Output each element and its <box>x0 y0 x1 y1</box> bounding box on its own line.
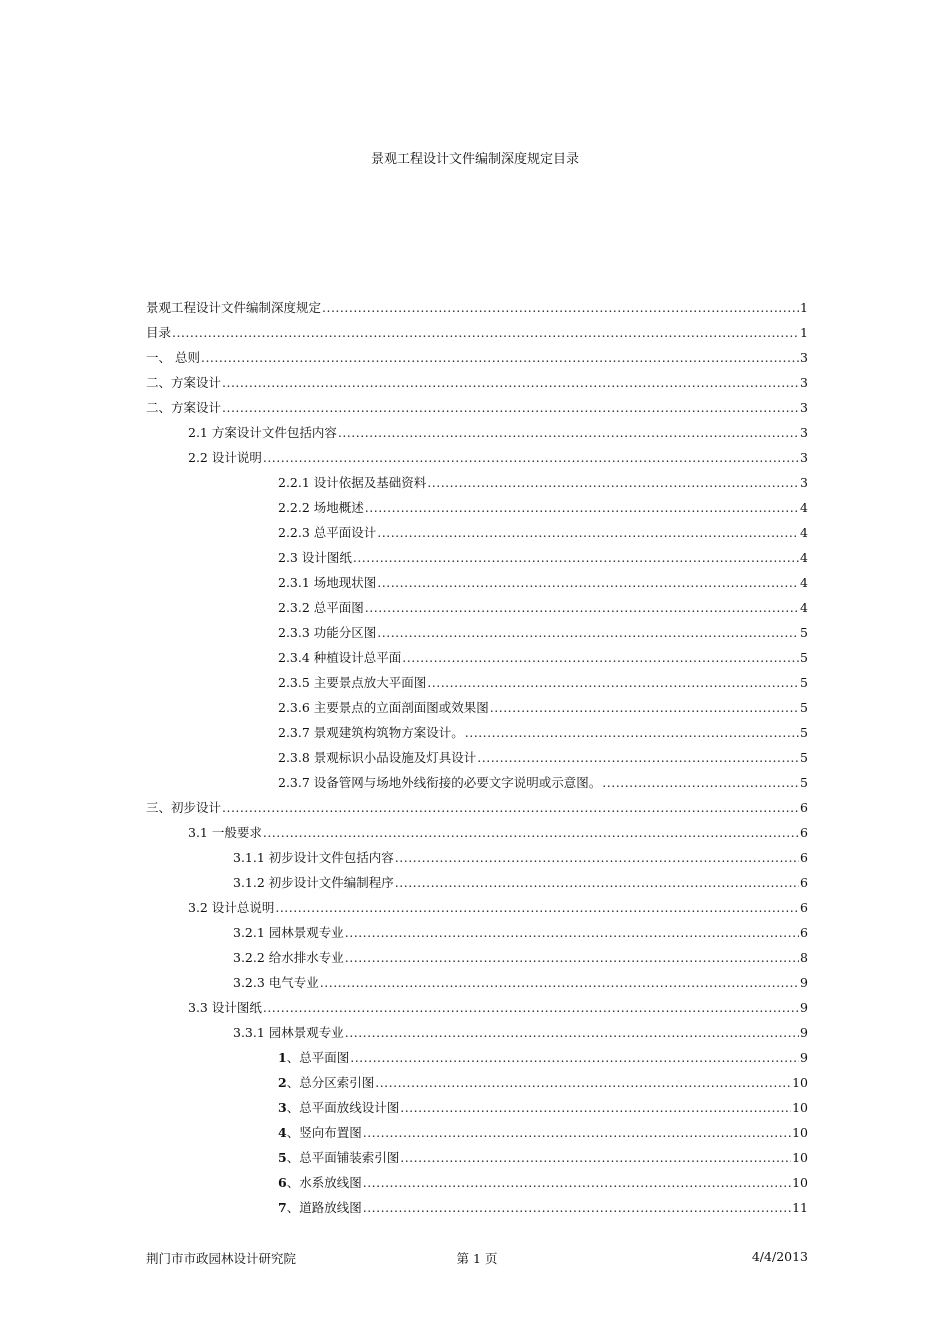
toc-entry-page-number: 10 <box>792 1175 808 1190</box>
toc-entry-label <box>278 1100 399 1116</box>
toc-dot-leader <box>222 800 799 816</box>
toc-entry[interactable] <box>146 850 808 875</box>
toc-dot-leader <box>602 775 799 791</box>
toc-entry-label <box>188 425 337 441</box>
toc-entry-number: 7 <box>278 1200 287 1215</box>
toc-entry[interactable] <box>146 800 808 825</box>
toc-entry-page-number: 6 <box>800 800 808 815</box>
toc-entry-page-number: 3 <box>800 375 808 390</box>
toc-entry-page-number: 8 <box>800 950 808 965</box>
toc-entry[interactable] <box>146 375 808 400</box>
toc-entry[interactable] <box>146 1125 808 1150</box>
toc-entry-label <box>278 600 364 616</box>
toc-entry-label <box>278 1125 362 1141</box>
toc-entry-page-number: 5 <box>800 675 808 690</box>
toc-dot-leader <box>395 875 799 891</box>
toc-entry[interactable] <box>146 1075 808 1100</box>
toc-entry[interactable] <box>146 750 808 775</box>
toc-dot-leader <box>345 950 799 966</box>
toc-entry-page-number: 4 <box>800 575 808 590</box>
toc-entry-number: 6 <box>278 1175 287 1190</box>
toc-entry-page-number: 11 <box>792 1200 808 1215</box>
toc-entry-page-number: 5 <box>800 725 808 740</box>
toc-entry-text: 2.3.2 总平面图 <box>278 600 364 615</box>
toc-dot-leader <box>363 1125 791 1141</box>
toc-dot-leader <box>222 375 799 391</box>
toc-dot-leader <box>263 825 799 841</box>
toc-entry-label <box>278 775 601 791</box>
toc-dot-leader <box>365 600 799 616</box>
toc-entry-text: 、总平面铺装索引图 <box>286 1150 400 1165</box>
toc-entry-text: 3.3 设计图纸 <box>188 1000 262 1015</box>
toc-entry-page-number: 5 <box>800 700 808 715</box>
toc-entry[interactable] <box>146 575 808 600</box>
toc-entry-number: 3 <box>278 1100 287 1115</box>
toc-entry-label <box>233 1025 344 1041</box>
toc-entry[interactable] <box>146 775 808 800</box>
toc-entry-page-number: 6 <box>800 875 808 890</box>
toc-entry-page-number: 3 <box>800 400 808 415</box>
toc-dot-leader <box>365 500 799 516</box>
toc-entry-label <box>233 850 394 866</box>
toc-entry-text: 二、方案设计 <box>146 375 222 390</box>
toc-entry-text: 、水系放线图 <box>286 1175 362 1190</box>
toc-entry-text: 2.3.7 景观建筑构筑物方案设计。 <box>278 725 464 740</box>
toc-entry[interactable] <box>146 400 808 425</box>
toc-dot-leader <box>400 1100 791 1116</box>
toc-entry-text: 3.2.3 电气专业 <box>233 975 319 990</box>
toc-entry-page-number: 3 <box>800 350 808 365</box>
toc-entry-label <box>278 725 464 741</box>
toc-entry-number: 2 <box>278 1075 287 1090</box>
toc-entry-label <box>278 550 352 566</box>
toc-entry-text: 三、初步设计 <box>146 800 222 815</box>
toc-entry[interactable] <box>146 1100 808 1125</box>
toc-entry[interactable] <box>146 725 808 750</box>
toc-dot-leader <box>402 650 799 666</box>
toc-entry-page-number: 10 <box>792 1125 808 1140</box>
toc-entry-page-number: 10 <box>792 1150 808 1165</box>
toc-entry-page-number: 6 <box>800 900 808 915</box>
toc-dot-leader <box>395 850 799 866</box>
toc-entry[interactable] <box>146 675 808 700</box>
toc-entry[interactable] <box>146 600 808 625</box>
page-footer <box>146 1249 808 1269</box>
toc-entry-label <box>146 350 200 366</box>
toc-dot-leader <box>263 450 799 466</box>
toc-entry[interactable] <box>146 875 808 900</box>
toc-entry[interactable] <box>146 925 808 950</box>
toc-entry-label <box>146 325 171 341</box>
toc-entry-text: 3.2 设计总说明 <box>188 900 275 915</box>
toc-dot-leader <box>320 975 799 991</box>
toc-entry[interactable] <box>146 625 808 650</box>
toc-entry-page-number: 5 <box>800 750 808 765</box>
toc-entry-text: 2.3.1 场地现状图 <box>278 575 377 590</box>
toc-entry[interactable] <box>146 1025 808 1050</box>
toc-entry-text: 2.2.3 总平面设计 <box>278 525 377 540</box>
toc-entry-page-number: 5 <box>800 650 808 665</box>
toc-entry-label <box>146 400 221 416</box>
toc-entry-text: 2.2.1 设计依据及基础资料 <box>278 475 427 490</box>
toc-entry-number: 4 <box>278 1125 287 1140</box>
toc-entry-text: 3.3.1 园林景观专业 <box>233 1025 344 1040</box>
toc-entry-page-number: 5 <box>800 625 808 640</box>
toc-entry-text: 3.2.1 园林景观专业 <box>233 925 344 940</box>
toc-dot-leader <box>363 1200 791 1216</box>
toc-entry[interactable] <box>146 325 808 350</box>
toc-entry-text: 景观工程设计文件编制深度规定 <box>146 300 322 315</box>
toc-entry-page-number: 3 <box>800 425 808 440</box>
toc-entry-page-number: 9 <box>800 975 808 990</box>
toc-entry-number: 5 <box>278 1150 287 1165</box>
toc-entry-page-number: 9 <box>800 1000 808 1015</box>
footer-organization: 荆门市市政园林设计研究院 <box>146 1251 297 1266</box>
toc-entry-text: 、总分区索引图 <box>286 1075 375 1090</box>
toc-entry-text: 2.3.7 设备管网与场地外线衔接的必要文字说明或示意图。 <box>278 775 602 790</box>
toc-entry-label <box>233 950 344 966</box>
toc-entry-label <box>278 675 426 691</box>
toc-dot-leader <box>350 1050 799 1066</box>
toc-entry-text: 2.3 设计图纸 <box>278 550 352 565</box>
table-of-contents <box>146 300 808 1225</box>
toc-entry-label <box>278 1075 374 1091</box>
toc-entry[interactable] <box>146 1150 808 1175</box>
toc-entry[interactable] <box>146 525 808 550</box>
toc-entry-label <box>146 300 321 316</box>
toc-dot-leader <box>427 475 799 491</box>
toc-dot-leader <box>400 1150 791 1166</box>
toc-entry-label <box>278 575 376 591</box>
toc-entry-label <box>233 975 319 991</box>
toc-entry-label <box>278 1200 362 1216</box>
toc-entry-page-number: 10 <box>792 1100 808 1115</box>
toc-entry-label <box>278 475 426 491</box>
toc-entry[interactable] <box>146 650 808 675</box>
toc-entry[interactable] <box>146 1050 808 1075</box>
toc-dot-leader <box>377 625 799 641</box>
toc-dot-leader <box>345 925 799 941</box>
toc-dot-leader <box>465 725 799 741</box>
toc-dot-leader <box>363 1175 791 1191</box>
toc-entry-text: 2.2 设计说明 <box>188 450 262 465</box>
toc-entry[interactable] <box>146 450 808 475</box>
toc-entry-label <box>278 500 364 516</box>
toc-entry-text: 二、方案设计 <box>146 400 222 415</box>
toc-dot-leader <box>377 575 799 591</box>
toc-entry-label <box>146 800 221 816</box>
toc-entry-text: 2.3.8 景观标识小品设施及灯具设计 <box>278 750 477 765</box>
toc-entry[interactable] <box>146 975 808 1000</box>
toc-entry[interactable] <box>146 950 808 975</box>
toc-entry-label <box>146 375 221 391</box>
toc-entry[interactable] <box>146 825 808 850</box>
toc-entry-label <box>233 875 394 891</box>
toc-entry-label <box>278 1050 349 1066</box>
toc-entry-text: 、竖向布置图 <box>286 1125 362 1140</box>
toc-entry-label <box>188 1000 262 1016</box>
toc-entry-text: 2.3.6 主要景点的立面剖面图或效果图 <box>278 700 489 715</box>
toc-entry-text: 一、 总则 <box>146 350 200 365</box>
toc-entry[interactable] <box>146 500 808 525</box>
toc-dot-leader <box>345 1025 799 1041</box>
toc-entry[interactable] <box>146 1200 808 1225</box>
toc-entry-page-number: 3 <box>800 450 808 465</box>
toc-entry-page-number: 4 <box>800 600 808 615</box>
toc-entry-text: 、总平面放线设计图 <box>286 1100 400 1115</box>
toc-entry-text: 2.3.4 种植设计总平面 <box>278 650 402 665</box>
toc-entry[interactable] <box>146 475 808 500</box>
toc-entry-page-number: 4 <box>800 525 808 540</box>
toc-entry-text: 3.1 一般要求 <box>188 825 262 840</box>
toc-dot-leader <box>263 1000 799 1016</box>
toc-entry-page-number: 9 <box>800 1050 808 1065</box>
toc-entry[interactable] <box>146 1175 808 1200</box>
toc-entry-page-number: 1 <box>800 325 808 340</box>
document-title: 景观工程设计文件编制深度规定目录 <box>370 152 579 167</box>
toc-entry[interactable] <box>146 300 808 325</box>
toc-entry-page-number: 4 <box>800 550 808 565</box>
toc-dot-leader <box>353 550 799 566</box>
toc-entry-label <box>278 750 476 766</box>
toc-entry-page-number: 6 <box>800 850 808 865</box>
toc-entry-label <box>278 1175 362 1191</box>
toc-entry-label <box>278 1150 399 1166</box>
toc-entry-text: 3.2.2 给水排水专业 <box>233 950 344 965</box>
toc-dot-leader <box>477 750 799 766</box>
footer-page-number: 第 1 页 <box>456 1251 498 1266</box>
toc-dot-leader <box>490 700 799 716</box>
toc-dot-leader <box>427 675 799 691</box>
toc-entry-text: 2.1 方案设计文件包括内容 <box>188 425 337 440</box>
toc-entry[interactable] <box>146 700 808 725</box>
toc-entry-text: 目录 <box>146 325 172 340</box>
toc-entry-text: 、总平面图 <box>286 1050 350 1065</box>
toc-entry-page-number: 4 <box>800 500 808 515</box>
toc-entry-text: 3.1.2 初步设计文件编制程序 <box>233 875 394 890</box>
toc-entry-page-number: 6 <box>800 825 808 840</box>
toc-dot-leader <box>338 425 799 441</box>
toc-entry-number: 1 <box>278 1050 287 1065</box>
toc-entry-label <box>278 525 376 541</box>
toc-entry[interactable] <box>146 900 808 925</box>
toc-entry-label <box>278 700 489 716</box>
toc-entry-text: 2.3.5 主要景点放大平面图 <box>278 675 427 690</box>
toc-entry-label <box>188 450 262 466</box>
toc-dot-leader <box>375 1075 791 1091</box>
toc-entry-label <box>188 900 274 916</box>
toc-dot-leader <box>222 400 799 416</box>
toc-entry-page-number: 9 <box>800 1025 808 1040</box>
toc-entry-text: 2.3.3 功能分区图 <box>278 625 377 640</box>
toc-entry-page-number: 6 <box>800 925 808 940</box>
toc-dot-leader <box>275 900 799 916</box>
toc-entry-page-number: 3 <box>800 475 808 490</box>
toc-entry-label <box>188 825 262 841</box>
toc-entry-label <box>278 650 401 666</box>
toc-dot-leader <box>322 300 799 316</box>
toc-entry[interactable] <box>146 550 808 575</box>
toc-entry-page-number: 1 <box>800 300 808 315</box>
toc-entry[interactable] <box>146 350 808 375</box>
toc-entry-page-number: 10 <box>792 1075 808 1090</box>
toc-entry-text: 3.1.1 初步设计文件包括内容 <box>233 850 394 865</box>
toc-entry-text: 、道路放线图 <box>286 1200 362 1215</box>
toc-dot-leader <box>201 350 799 366</box>
toc-entry-page-number: 5 <box>800 775 808 790</box>
toc-dot-leader <box>172 325 799 341</box>
toc-entry-text: 2.2.2 场地概述 <box>278 500 364 515</box>
footer-date: 4/4/2013 <box>751 1249 808 1264</box>
toc-entry[interactable] <box>146 1000 808 1025</box>
toc-dot-leader <box>377 525 799 541</box>
toc-entry[interactable] <box>146 425 808 450</box>
toc-entry-label <box>233 925 344 941</box>
toc-entry-label <box>278 625 376 641</box>
